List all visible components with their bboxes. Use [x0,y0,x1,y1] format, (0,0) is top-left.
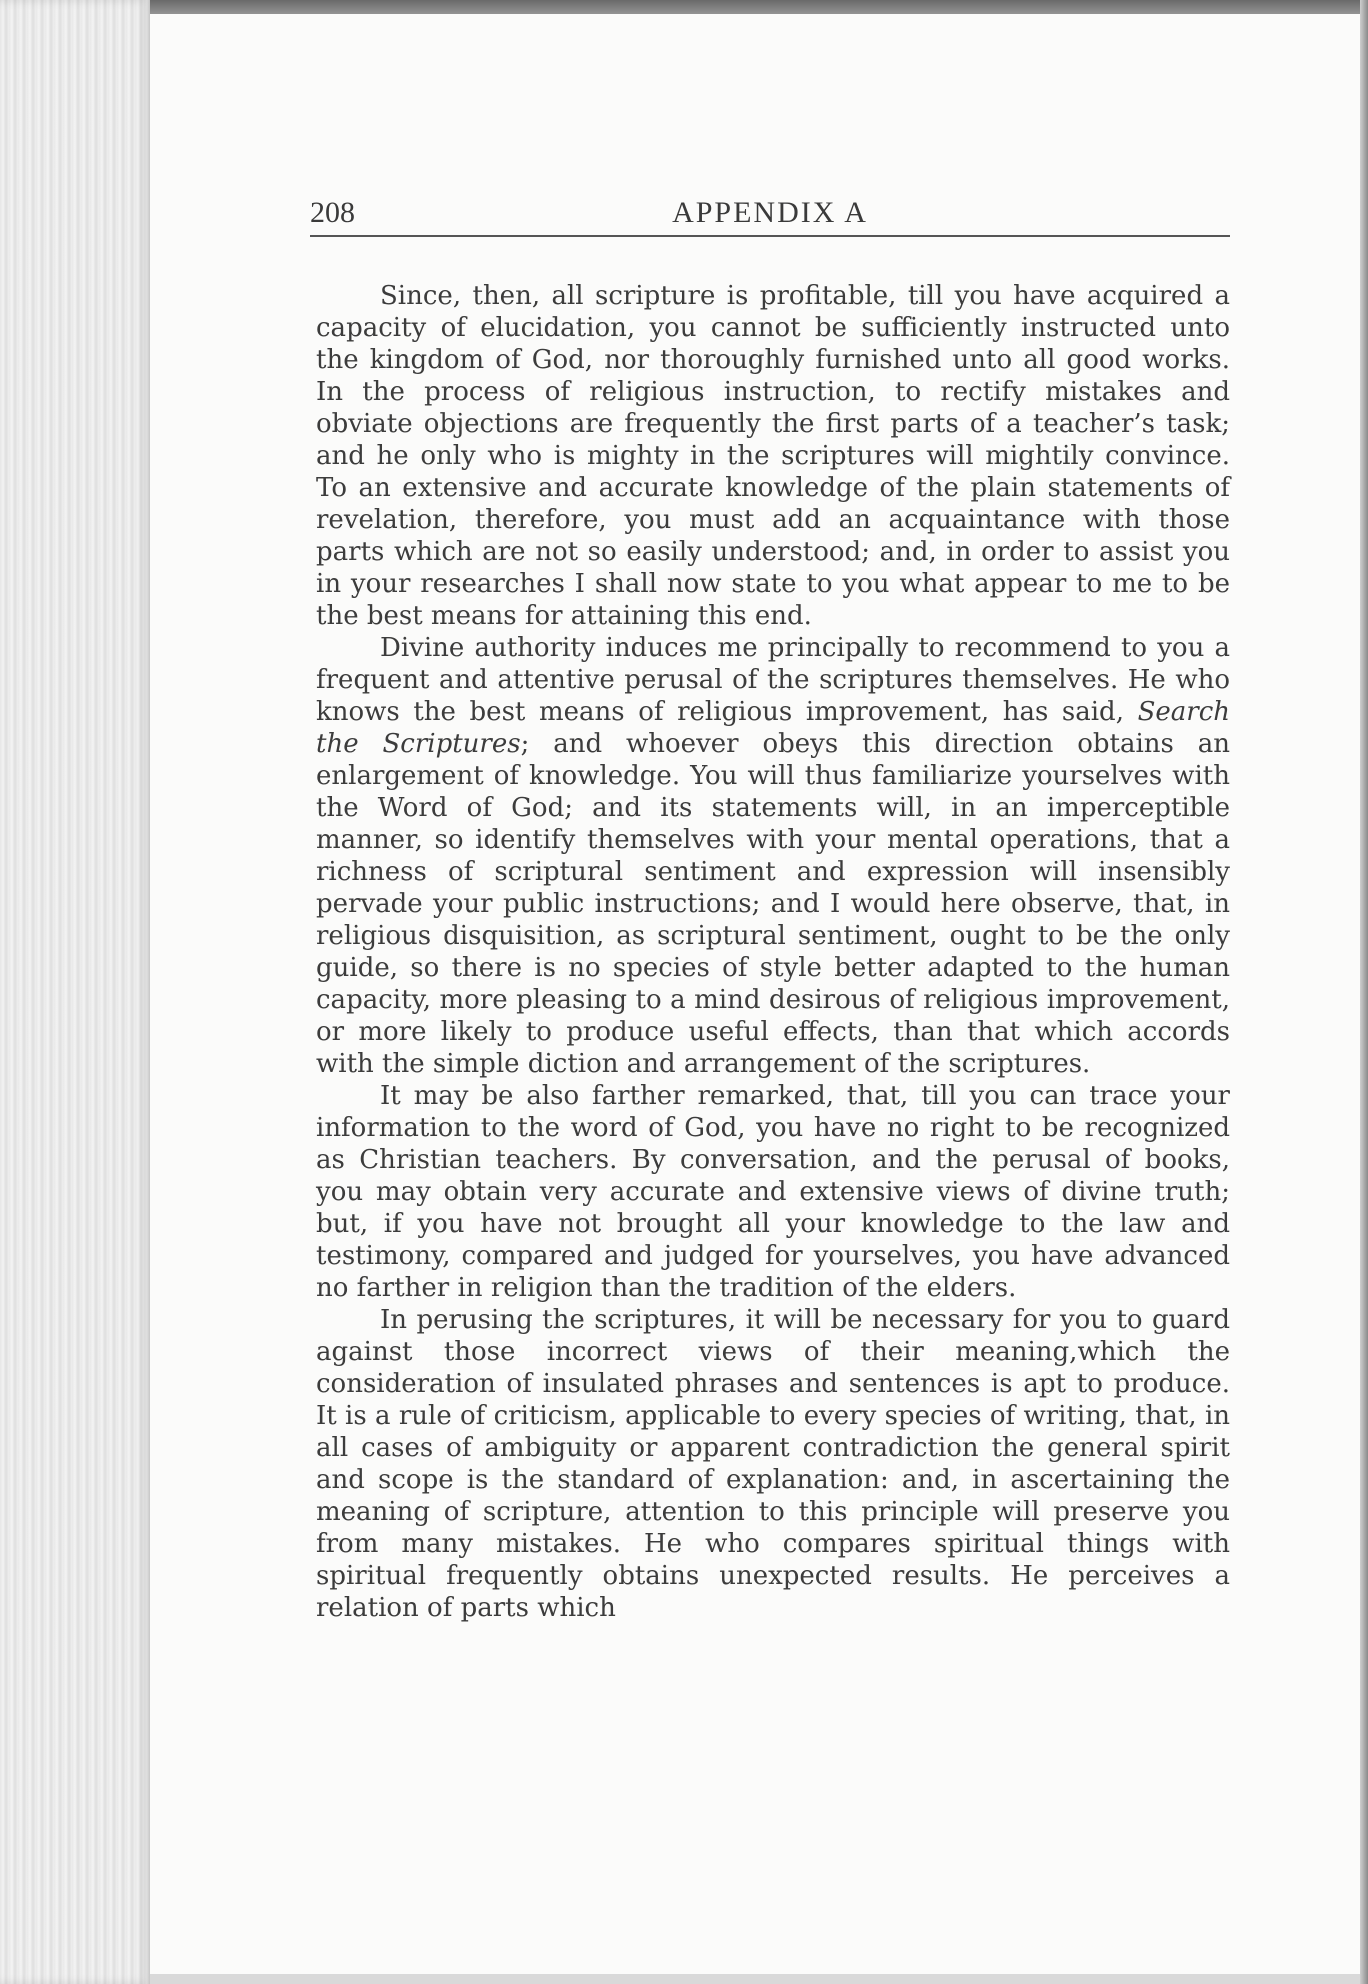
paragraph-2-emphasis: Search the Scriptures [316,697,1230,759]
paragraph-2-before: Divine authority induces me principally to recommend to you a frequent and attentive perusal of the scriptures themselves. He who knows the best means of religious improvement, has said, [316,633,1230,727]
page-number: 208 [310,196,355,229]
paragraph-2-after: ; and whoever obeys this direction obtains an enlargement of knowledge. You will thus familiarize yourselves with the Word of God; and its statements will, in an imperceptible manner, so identify themselves with your mental operations, that a richness of scriptural sentiment and expression will insensibly pervade your public instructions; and I would here observe, that, in religious disquisition, as scriptural sentiment, ought to be the only guide, so there is no species of style better adapted to the human capacity, more pleasing to a mind desirous of religious improvement, or more likely to produce useful effects, than that which accords with the simple diction and arrangement of the scriptures. [316,729,1230,1079]
paragraph-4: In perusing the scriptures, it will be necessary for you to guard against those incorrect views of their meaning,which the consideration of insulated phrases and sentences is apt to produce. It is a rule of criticism, applicable to every species of writing, that, in all cases of ambiguity or apparent contradiction the general spirit and scope is the standard of explanation: and, in ascertaining the meaning of scripture, attention to this principle will preserve you from many mistakes. He who compares spiritual things with spiritual frequently obtains unexpected results. He perceives a relation of parts which [316,1305,1230,1623]
book-page-edges [0,0,150,1984]
paragraph-1: Since, then, all scripture is profitable, till you have acquired a capacity of elucidation, you cannot be sufficiently instructed unto the kingdom of God, nor thoroughly furnished unto all good works. In the process of religious instruction, to rectify mistakes and obviate objections are frequently the first parts of a teacher’s task; and he only who is mighty in the scriptures will mightily convince. To an extensive and accurate knowledge of the plain statements of revelation, therefore, you must add an acquaintance with those parts which are not so easily understood; and, in order to assist you in your researches I shall now state to you what appear to me to be the best means for attaining this end. [316,281,1230,631]
paragraph-3: It may be also farther remarked, that, till you can trace your information to the word of God, you have no right to be recognized as Christian teachers. By conversation, and the perusal of books, you may obtain very accurate and extensive views of divine truth; but, if you have not brought all your knowledge to the law and testimony, compared and judged for yourselves, you have advanced no farther in religion than the tradition of the elders. [316,1081,1230,1303]
running-head: APPENDIX A [672,196,868,229]
page-header [310,191,1230,237]
book-right-edge [1360,0,1368,1984]
paragraph-2 [316,632,1230,1080]
body-text [316,280,1230,1624]
